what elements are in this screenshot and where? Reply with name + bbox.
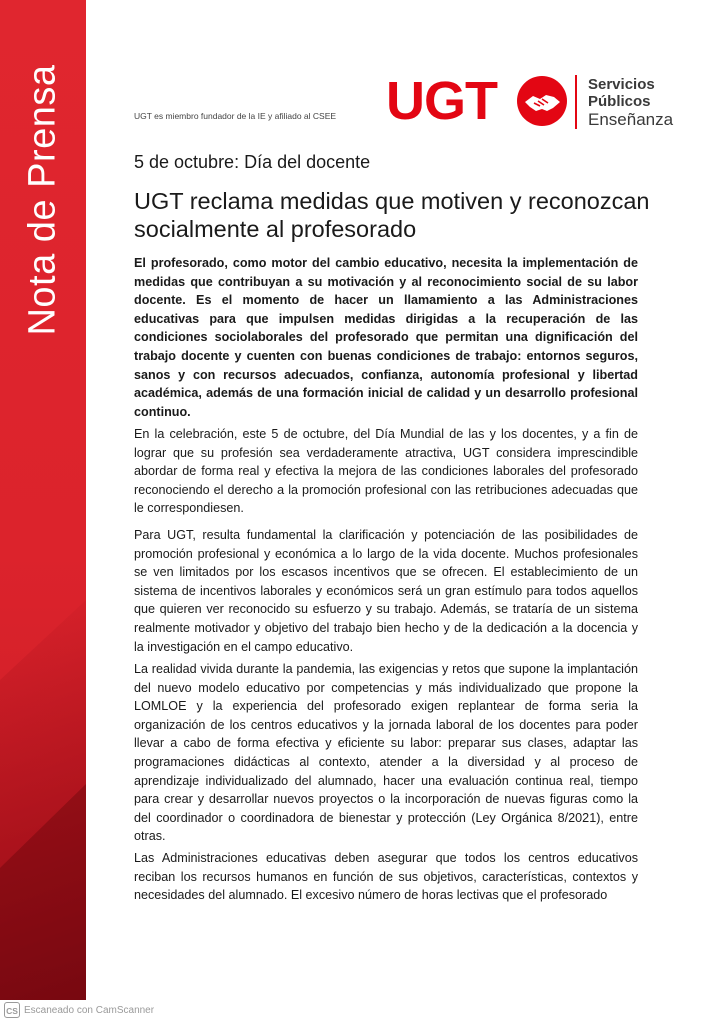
body-paragraph-1: En la celebración, este 5 de octubre, del Día Mundial de las y los docentes, y a fin de lograr que su profesión sea verdaderamente atractiva, UGT considera imprescindible abordar de forma real y efectiva la mejora de las condiciones laborales del profesorado reconociendo el derecho a la promoción profesional con las retribuciones adecuadas que le correspondiesen.: [134, 427, 638, 516]
ugt-logo: [386, 73, 686, 135]
scanner-watermark: [4, 1002, 154, 1018]
body-paragraph-2: Para UGT, resulta fundamental la clarificación y potenciación de las posibilidades de promoción profesional y económica a lo largo de la vida docente. Muchos profesionales se ven limitados por los escasos incentivos que se ofrecen. El establecimiento de un sistema de incentivos laborales y económicos será un gran estímulo para todos aquellos que quieren ver reconocido su esfuerzo y su trabajo. Además, se trataría de un sistema realmente motivador y objetivo del trabajo bien hecho y de la dedicación a la docencia y la investigación en el campo educativo.: [134, 528, 638, 654]
logo-divider: [575, 75, 577, 129]
handshake-icon: [516, 75, 568, 127]
logo-acronym: UGT: [386, 71, 497, 131]
scanner-text: Escaneado con CamScanner: [24, 1004, 155, 1016]
logo-text: [588, 76, 673, 128]
body-paragraph-4: Las Administraciones educativas deben asegurar que todos los centros educativos reciban los recursos humanos en función de sus objetivos, características, contextos y necesidades del alumnado. El excesivo número de horas lectivas que el profesorado: [134, 851, 638, 903]
body-paragraph-3: La realidad vivida durante la pandemia, las exigencias y retos que supone la implantación del nuevo modelo educativo por competencias y más individualizado que propone la LOMLOE y la experiencia del profesorado exigen replantear de forma seria la organización de los centros educativos y la jornada laboral de los docentes para poder llevar a cabo de forma efectiva y eficiente su labor: preparar sus clases, adaptar las programaciones didácticas al contexto, atender a la diversidad y al proceso de aprendizaje individualizado del alumnado, hacer una evaluación continua real, tiempo para crear y desarrollar nuevos proyectos o la incorporación de nuevas figuras como la del coordinador o coordinadora de bienestar y protección (Ley Orgánica 8/2021), entre otras.: [134, 662, 638, 844]
affiliation-note: UGT es miembro fundador de la IE y afiliado al CSEE: [134, 111, 337, 121]
logo-line-2: Públicos: [588, 93, 651, 110]
sidebar-title: Nota de Prensa: [21, 64, 64, 336]
headline: UGT reclama medidas que motiven y reconozcan socialmente al profesorado: [134, 188, 650, 242]
logo-line-3: Enseñanza: [588, 110, 674, 129]
date-line: 5 de octubre: Día del docente: [134, 152, 371, 172]
lead-paragraph: El profesorado, como motor del cambio educativo, necesita la implementación de medidas que contribuyan a su motivación y al reconocimiento social de su labor docente. Es el momento de hacer un llamamiento a las Administraciones educativas para que impulsen medidas dirigidas a la recuperación de las condiciones sociolaborales del profesorado que permitan una dignificación del trabajo docente y cuenten con buenas condiciones de trabajo: entornos seguros, sanos y con recursos adecuados, confianza, autonomía profesional y libertad académica, además de una formación inicial de calidad y un desarrollo profesional continuo.: [134, 256, 638, 419]
press-release-sidebar: [0, 0, 86, 1000]
camscanner-icon: CS: [4, 1002, 20, 1018]
logo-line-1: Servicios: [588, 76, 655, 93]
